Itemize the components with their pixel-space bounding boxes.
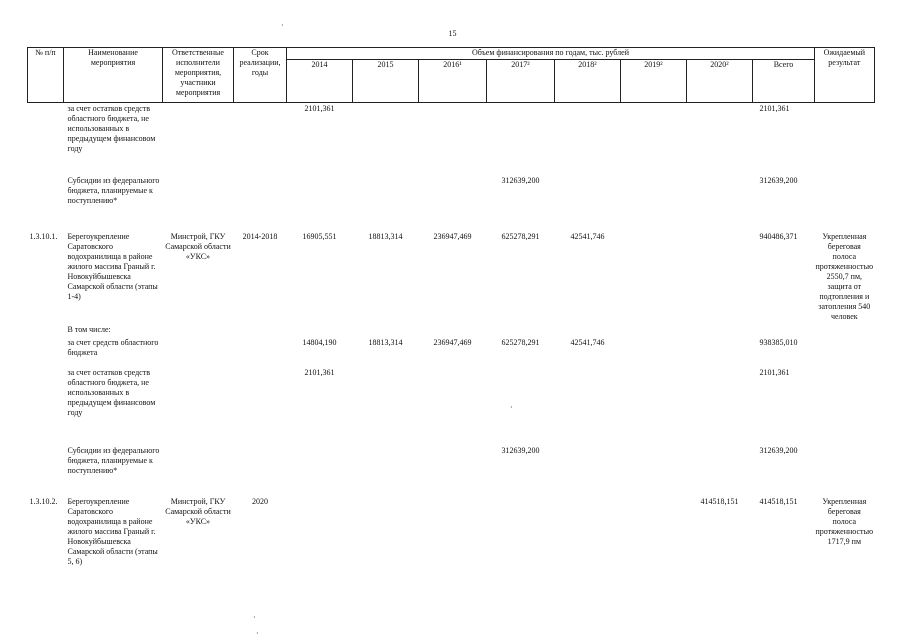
row-year-value [555,103,621,175]
row-year-value [687,367,753,445]
row-year-value [287,445,353,495]
row-year-value [487,325,555,337]
row-term [234,445,287,495]
row-total [753,325,815,337]
row-year-value [555,495,621,593]
header-funding: Объем финансирования по годам, тыс. рублей [287,48,815,60]
row-responsible [163,337,234,367]
row-year-value [353,495,419,593]
row-number: 1.3.10.2. [29,496,58,506]
row-responsible [163,175,234,230]
row-year-value: 236947,469 [433,231,472,241]
row-year-value: 2101,361 [304,367,335,377]
row-year-value: 625278,291 [501,231,540,241]
row-year-value: 14804,190 [302,337,337,347]
header-year: 2017² [487,60,555,103]
table-row [28,230,875,325]
header-result: Ожидаемый результат [815,48,875,103]
row-term [234,337,287,367]
row-year-value [621,325,687,337]
row-result: Укрепленная береговая полоса протяженностью 1717,9 пм [815,496,874,546]
table-row [28,495,875,593]
row-result: Укрепленная береговая полоса протяженностью 2550,7 пм, защита от подтопления и затопления 540 человек [815,231,874,321]
row-year-value [555,367,621,445]
row-year-value [687,337,753,367]
row-year-value [287,325,353,337]
row-year-value [487,495,555,593]
header-responsible: Ответственные исполнители мероприятия, участники мероприятия [163,48,234,103]
row-total: 938385,010 [759,337,798,347]
table-row [28,325,875,337]
row-year-value: 312639,200 [501,445,540,455]
table-row [28,445,875,495]
row-year-value [687,230,753,325]
header-name: Наименование мероприятия [64,48,163,103]
row-year-value [419,367,487,445]
row-name: за счет остатков средств областного бюджета, не использованных в предыдущем финансовом году [67,367,156,417]
row-number [28,325,64,337]
row-total: 940486,371 [759,231,798,241]
header-year: 2019² [621,60,687,103]
row-year-value: 42541,746 [570,231,605,241]
row-responsible [163,325,234,337]
row-year-value [555,175,621,230]
row-term [234,175,287,230]
header-term: Срок реализации, годы [234,48,287,103]
page-number: 15 [448,29,457,38]
row-name: Субсидии из федерального бюджета, планируемые к поступлению* [67,175,160,205]
row-year-value [687,175,753,230]
row-total: 312639,200 [759,175,798,185]
row-responsible [163,367,234,445]
row-number [28,337,64,367]
row-year-value [621,230,687,325]
row-year-value [353,445,419,495]
row-year-value: 414518,151 [700,496,739,506]
row-name: Берегоукрепление Саратовского водохранилища в районе жилого массива Граный г. Новокуйбышевска Самарской области (этапы 1-4) [67,231,158,301]
row-year-value: 18813,314 [368,231,403,241]
header-total: Всего [753,60,815,103]
row-term [234,325,287,337]
row-year-value [621,337,687,367]
financing-table [27,47,875,593]
row-year-value [419,175,487,230]
row-year-value [555,445,621,495]
row-number [28,103,64,175]
row-term [234,103,287,175]
row-year-value [621,495,687,593]
row-year-value [419,103,487,175]
row-result [815,175,875,230]
row-total: 2101,361 [759,104,790,113]
row-year-value [687,445,753,495]
row-year-value: 625278,291 [501,337,540,347]
row-year-value [353,367,419,445]
row-year-value: 42541,746 [570,337,605,347]
row-year-value [353,103,419,175]
row-number: 1.3.10.1. [29,231,58,241]
row-name: за счет остатков средств областного бюджета, не использованных в предыдущем финансовом году [67,104,156,153]
row-year-value: 236947,469 [433,337,472,347]
row-year-value [353,325,419,337]
row-year-value [487,367,555,445]
row-year-value [621,103,687,175]
row-responsible [163,103,234,175]
header-year: 2014 [287,60,353,103]
row-number [28,175,64,230]
row-year-value [621,445,687,495]
table-row [28,337,875,367]
scan-speck: · [281,21,284,30]
row-result [815,103,875,175]
row-year-value [487,103,555,175]
row-year-value: 16905,551 [302,231,337,241]
row-year-value: 312639,200 [501,175,540,185]
header-year: 2015 [353,60,419,103]
header-num: № п/п [28,48,64,103]
table-row [28,367,875,445]
row-responsible: Минстрой, ГКУ Самарской области «УКС» [165,496,231,526]
row-name: Берегоукрепление Саратовского водохранилища в районе жилого массива Граный г. Новокуйбышевска Самарской области (этапы 5, 6) [67,496,158,566]
row-year-value [687,325,753,337]
row-total: 312639,200 [759,445,798,455]
scan-speck: · [510,403,513,412]
row-year-value [287,495,353,593]
row-term: 2020 [252,496,268,506]
header-year: 2020² [687,60,753,103]
row-total: 2101,361 [759,367,790,377]
row-responsible [163,445,234,495]
row-responsible: Минстрой, ГКУ Самарской области «УКС» [165,231,231,261]
table-row [28,103,875,175]
row-year-value [353,175,419,230]
header-year: 2016¹ [419,60,487,103]
row-year-value [687,103,753,175]
row-term [234,367,287,445]
row-year-value [555,325,621,337]
row-term: 2014-2018 [242,231,278,241]
row-year-value [419,495,487,593]
table-row [28,175,875,230]
row-name: В том числе: [67,324,111,334]
row-year-value: 18813,314 [368,337,403,347]
row-number [28,367,64,445]
scan-speck: · [256,629,259,638]
row-year-value [621,175,687,230]
row-total: 414518,151 [759,496,798,506]
row-number [28,445,64,495]
row-year-value: 2101,361 [304,104,335,113]
row-name: за счет средств областного бюджета [67,337,159,357]
row-year-value [419,325,487,337]
header-year: 2018² [555,60,621,103]
row-year-value [419,445,487,495]
scan-speck: · [253,613,256,622]
row-year-value [621,367,687,445]
row-year-value [287,175,353,230]
row-name: Субсидии из федерального бюджета, планируемые к поступлению* [67,445,160,475]
